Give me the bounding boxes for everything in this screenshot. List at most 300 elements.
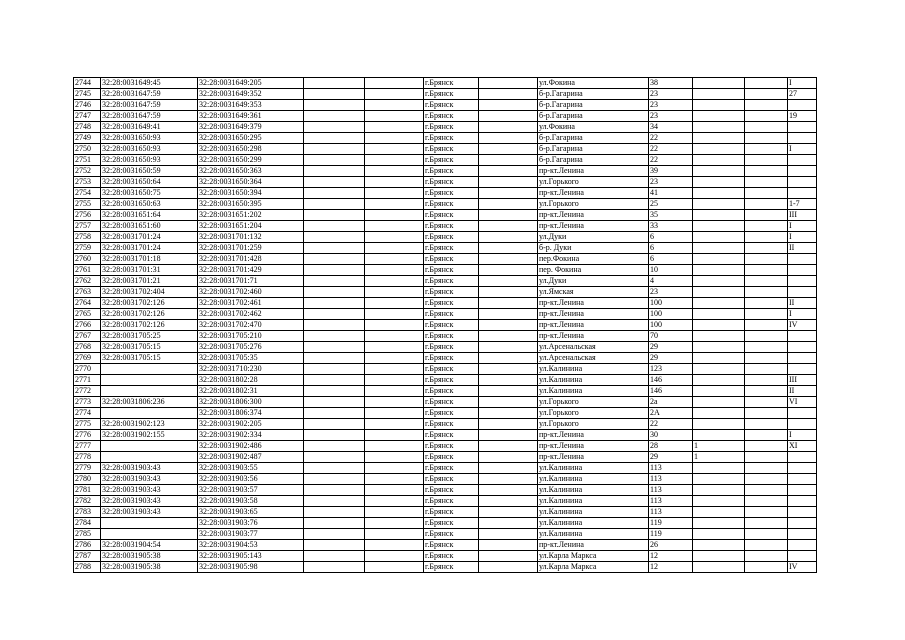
cell-empty-col-2 xyxy=(365,408,424,419)
cell-parent-cadastral-number: 32:28:0031905:38 xyxy=(101,562,198,573)
cell-cadastral-number: 32:28:0031710:230 xyxy=(198,364,304,375)
cell-house-number: 12 xyxy=(649,551,693,562)
cell-street: б-р.Гагарина xyxy=(538,100,649,111)
cell-empty-col-4 xyxy=(745,166,788,177)
cell-empty-col-1 xyxy=(304,122,365,133)
cell-street: ул.Калинина xyxy=(538,518,649,529)
cell-cadastral-number: 32:28:0031904:53 xyxy=(198,540,304,551)
cell-street: ул.Арсенальская xyxy=(538,342,649,353)
cell-building xyxy=(693,122,745,133)
cell-room xyxy=(788,122,817,133)
cell-empty-col-2 xyxy=(365,463,424,474)
cell-building xyxy=(693,540,745,551)
cell-parent-cadastral-number: 32:28:0031903:43 xyxy=(101,485,198,496)
cell-building xyxy=(693,199,745,210)
cell-empty-col-4 xyxy=(745,529,788,540)
cell-empty-col-4 xyxy=(745,408,788,419)
cell-parent-cadastral-number xyxy=(101,441,198,452)
cell-empty-col-2 xyxy=(365,122,424,133)
cell-parent-cadastral-number: 32:28:0031650:75 xyxy=(101,188,198,199)
cell-row-number: 2784 xyxy=(74,518,101,529)
table-row xyxy=(74,287,817,298)
cell-house-number: 34 xyxy=(649,122,693,133)
cell-street: б-р.Гагарина xyxy=(538,133,649,144)
cell-empty-col-3 xyxy=(479,166,538,177)
cell-parent-cadastral-number: 32:28:0031650:59 xyxy=(101,166,198,177)
cell-city: г.Брянск xyxy=(424,331,479,342)
cell-empty-col-1 xyxy=(304,221,365,232)
cell-row-number: 2748 xyxy=(74,122,101,133)
table-row xyxy=(74,155,817,166)
cell-room xyxy=(788,287,817,298)
cell-room xyxy=(788,463,817,474)
cell-city: г.Брянск xyxy=(424,298,479,309)
cell-building xyxy=(693,375,745,386)
cell-house-number: 6 xyxy=(649,254,693,265)
cell-street: ул.Ямская xyxy=(538,287,649,298)
cell-street: пер. Фокина xyxy=(538,265,649,276)
cell-empty-col-2 xyxy=(365,100,424,111)
cell-cadastral-number: 32:28:0031650:364 xyxy=(198,177,304,188)
cell-empty-col-3 xyxy=(479,177,538,188)
cell-building xyxy=(693,518,745,529)
cell-row-number: 2762 xyxy=(74,276,101,287)
cell-house-number: 23 xyxy=(649,89,693,100)
cell-empty-col-1 xyxy=(304,298,365,309)
cell-parent-cadastral-number: 32:28:0031705:15 xyxy=(101,342,198,353)
cell-empty-col-2 xyxy=(365,166,424,177)
table-row xyxy=(74,375,817,386)
cell-cadastral-number: 32:28:0031649:379 xyxy=(198,122,304,133)
cell-cadastral-number: 32:28:0031902:334 xyxy=(198,430,304,441)
cell-empty-col-3 xyxy=(479,496,538,507)
cell-room: I xyxy=(788,78,817,89)
cell-city: г.Брянск xyxy=(424,243,479,254)
cell-building xyxy=(693,419,745,430)
cell-empty-col-2 xyxy=(365,430,424,441)
cell-house-number: 23 xyxy=(649,111,693,122)
cell-empty-col-1 xyxy=(304,408,365,419)
cell-city: г.Брянск xyxy=(424,452,479,463)
table-row xyxy=(74,518,817,529)
cell-empty-col-2 xyxy=(365,188,424,199)
cell-cadastral-number: 32:28:0031705:276 xyxy=(198,342,304,353)
table-row xyxy=(74,133,817,144)
cell-empty-col-3 xyxy=(479,276,538,287)
registry-table xyxy=(73,77,817,573)
cell-empty-col-3 xyxy=(479,386,538,397)
cell-city: г.Брянск xyxy=(424,144,479,155)
cell-empty-col-3 xyxy=(479,144,538,155)
cell-row-number: 2780 xyxy=(74,474,101,485)
cell-house-number: 113 xyxy=(649,507,693,518)
cell-room xyxy=(788,155,817,166)
cell-building xyxy=(693,408,745,419)
cell-empty-col-1 xyxy=(304,210,365,221)
cell-cadastral-number: 32:28:0031806:374 xyxy=(198,408,304,419)
cell-house-number: 23 xyxy=(649,287,693,298)
table-row xyxy=(74,210,817,221)
cell-room xyxy=(788,188,817,199)
cell-street: ул.Калинина xyxy=(538,496,649,507)
cell-empty-col-1 xyxy=(304,100,365,111)
cell-room xyxy=(788,254,817,265)
cell-house-number: 29 xyxy=(649,353,693,364)
cell-row-number: 2773 xyxy=(74,397,101,408)
cell-row-number: 2760 xyxy=(74,254,101,265)
cell-house-number: 38 xyxy=(649,78,693,89)
cell-city: г.Брянск xyxy=(424,518,479,529)
cell-parent-cadastral-number: 32:28:0031905:38 xyxy=(101,551,198,562)
cell-empty-col-3 xyxy=(479,232,538,243)
table-row xyxy=(74,100,817,111)
cell-empty-col-1 xyxy=(304,166,365,177)
cell-empty-col-2 xyxy=(365,518,424,529)
cell-empty-col-3 xyxy=(479,364,538,375)
cell-empty-col-1 xyxy=(304,254,365,265)
cell-room: VI xyxy=(788,397,817,408)
cell-city: г.Брянск xyxy=(424,320,479,331)
cell-row-number: 2758 xyxy=(74,232,101,243)
cell-room xyxy=(788,133,817,144)
cell-empty-col-2 xyxy=(365,232,424,243)
cell-city: г.Брянск xyxy=(424,364,479,375)
cell-house-number: 10 xyxy=(649,265,693,276)
cell-parent-cadastral-number: 32:28:0031702:126 xyxy=(101,309,198,320)
cell-room xyxy=(788,177,817,188)
cell-city: г.Брянск xyxy=(424,474,479,485)
cell-building xyxy=(693,221,745,232)
cell-empty-col-1 xyxy=(304,320,365,331)
cell-empty-col-2 xyxy=(365,78,424,89)
cell-empty-col-2 xyxy=(365,507,424,518)
cell-empty-col-2 xyxy=(365,397,424,408)
cell-cadastral-number: 32:28:0031650:298 xyxy=(198,144,304,155)
cell-cadastral-number: 32:28:0031651:202 xyxy=(198,210,304,221)
cell-empty-col-1 xyxy=(304,199,365,210)
cell-empty-col-4 xyxy=(745,507,788,518)
cell-empty-col-2 xyxy=(365,199,424,210)
cell-empty-col-2 xyxy=(365,364,424,375)
cell-parent-cadastral-number: 32:28:0031651:64 xyxy=(101,210,198,221)
cell-empty-col-1 xyxy=(304,441,365,452)
cell-empty-col-1 xyxy=(304,562,365,573)
table-row xyxy=(74,243,817,254)
cell-empty-col-2 xyxy=(365,89,424,100)
cell-row-number: 2775 xyxy=(74,419,101,430)
cell-street: ул.Калинина xyxy=(538,474,649,485)
cell-cadastral-number: 32:28:0031702:460 xyxy=(198,287,304,298)
cell-house-number: 100 xyxy=(649,298,693,309)
cell-building xyxy=(693,155,745,166)
table-row xyxy=(74,144,817,155)
cell-city: г.Брянск xyxy=(424,166,479,177)
cell-room xyxy=(788,364,817,375)
cell-room: III xyxy=(788,210,817,221)
cell-street: пр-кт.Ленина xyxy=(538,452,649,463)
cell-building xyxy=(693,100,745,111)
cell-house-number: 23 xyxy=(649,100,693,111)
cell-empty-col-3 xyxy=(479,441,538,452)
table-row xyxy=(74,331,817,342)
cell-parent-cadastral-number xyxy=(101,518,198,529)
table-row xyxy=(74,551,817,562)
cell-empty-col-1 xyxy=(304,452,365,463)
cell-street: ул.Фокина xyxy=(538,122,649,133)
cell-empty-col-4 xyxy=(745,551,788,562)
cell-empty-col-2 xyxy=(365,155,424,166)
cell-empty-col-1 xyxy=(304,386,365,397)
cell-empty-col-2 xyxy=(365,386,424,397)
cell-city: г.Брянск xyxy=(424,89,479,100)
table-row xyxy=(74,397,817,408)
cell-empty-col-3 xyxy=(479,375,538,386)
cell-empty-col-4 xyxy=(745,419,788,430)
cell-empty-col-4 xyxy=(745,265,788,276)
cell-empty-col-4 xyxy=(745,430,788,441)
cell-house-number: 29 xyxy=(649,342,693,353)
cell-empty-col-1 xyxy=(304,507,365,518)
cell-city: г.Брянск xyxy=(424,551,479,562)
cell-room xyxy=(788,353,817,364)
cell-house-number: 2а xyxy=(649,397,693,408)
cell-cadastral-number: 32:28:0031903:56 xyxy=(198,474,304,485)
cell-building xyxy=(693,133,745,144)
cell-cadastral-number: 32:28:0031905:143 xyxy=(198,551,304,562)
cell-street: б-р. Дуки xyxy=(538,243,649,254)
cell-house-number: 119 xyxy=(649,518,693,529)
cell-building xyxy=(693,364,745,375)
cell-empty-col-3 xyxy=(479,408,538,419)
cell-empty-col-1 xyxy=(304,496,365,507)
cell-cadastral-number: 32:28:0031705:210 xyxy=(198,331,304,342)
cell-cadastral-number: 32:28:0031705:35 xyxy=(198,353,304,364)
cell-city: г.Брянск xyxy=(424,254,479,265)
cell-empty-col-4 xyxy=(745,111,788,122)
cell-row-number: 2754 xyxy=(74,188,101,199)
cell-parent-cadastral-number: 32:28:0031904:54 xyxy=(101,540,198,551)
cell-empty-col-2 xyxy=(365,540,424,551)
cell-row-number: 2757 xyxy=(74,221,101,232)
cell-street: ул.Горького xyxy=(538,408,649,419)
cell-empty-col-4 xyxy=(745,199,788,210)
cell-cadastral-number: 32:28:0031701:429 xyxy=(198,265,304,276)
cell-parent-cadastral-number: 32:28:0031701:24 xyxy=(101,243,198,254)
cell-empty-col-1 xyxy=(304,243,365,254)
table-row xyxy=(74,177,817,188)
cell-city: г.Брянск xyxy=(424,386,479,397)
cell-parent-cadastral-number xyxy=(101,452,198,463)
cell-empty-col-4 xyxy=(745,232,788,243)
cell-parent-cadastral-number: 32:28:0031701:24 xyxy=(101,232,198,243)
cell-house-number: 22 xyxy=(649,133,693,144)
cell-room: 1-7 xyxy=(788,199,817,210)
cell-empty-col-3 xyxy=(479,562,538,573)
cell-cadastral-number: 32:28:0031903:65 xyxy=(198,507,304,518)
cell-building xyxy=(693,485,745,496)
cell-room xyxy=(788,474,817,485)
cell-row-number: 2768 xyxy=(74,342,101,353)
cell-empty-col-4 xyxy=(745,78,788,89)
cell-city: г.Брянск xyxy=(424,529,479,540)
cell-city: г.Брянск xyxy=(424,122,479,133)
cell-cadastral-number: 32:28:0031702:462 xyxy=(198,309,304,320)
cell-street: пр-кт.Ленина xyxy=(538,309,649,320)
cell-empty-col-2 xyxy=(365,254,424,265)
cell-city: г.Брянск xyxy=(424,408,479,419)
cell-empty-col-3 xyxy=(479,529,538,540)
cell-empty-col-4 xyxy=(745,562,788,573)
cell-empty-col-3 xyxy=(479,243,538,254)
cell-street: б-р.Гагарина xyxy=(538,111,649,122)
cell-building xyxy=(693,529,745,540)
cell-street: пр-кт.Ленина xyxy=(538,441,649,452)
cell-empty-col-3 xyxy=(479,199,538,210)
cell-cadastral-number: 32:28:0031806:300 xyxy=(198,397,304,408)
cell-cadastral-number: 32:28:0031649:352 xyxy=(198,89,304,100)
cell-city: г.Брянск xyxy=(424,441,479,452)
table-row xyxy=(74,562,817,573)
cell-city: г.Брянск xyxy=(424,232,479,243)
cell-row-number: 2755 xyxy=(74,199,101,210)
table-row xyxy=(74,298,817,309)
cell-room xyxy=(788,419,817,430)
cell-row-number: 2750 xyxy=(74,144,101,155)
cell-parent-cadastral-number: 32:28:0031649:45 xyxy=(101,78,198,89)
table-row xyxy=(74,364,817,375)
table-row xyxy=(74,122,817,133)
cell-parent-cadastral-number xyxy=(101,375,198,386)
cell-cadastral-number: 32:28:0031650:299 xyxy=(198,155,304,166)
cell-empty-col-2 xyxy=(365,177,424,188)
cell-empty-col-1 xyxy=(304,529,365,540)
cell-room xyxy=(788,507,817,518)
cell-empty-col-2 xyxy=(365,221,424,232)
cell-empty-col-1 xyxy=(304,342,365,353)
cell-empty-col-4 xyxy=(745,276,788,287)
cell-city: г.Брянск xyxy=(424,540,479,551)
cell-empty-col-2 xyxy=(365,276,424,287)
cell-row-number: 2765 xyxy=(74,309,101,320)
cell-row-number: 2745 xyxy=(74,89,101,100)
cell-building xyxy=(693,507,745,518)
cell-cadastral-number: 32:28:0031903:57 xyxy=(198,485,304,496)
table-row xyxy=(74,540,817,551)
cell-parent-cadastral-number xyxy=(101,386,198,397)
cell-row-number: 2766 xyxy=(74,320,101,331)
cell-empty-col-1 xyxy=(304,518,365,529)
cell-street: пр-кт.Ленина xyxy=(538,188,649,199)
cell-empty-col-2 xyxy=(365,111,424,122)
cell-parent-cadastral-number: 32:28:0031650:93 xyxy=(101,144,198,155)
cell-parent-cadastral-number: 32:28:0031650:64 xyxy=(101,177,198,188)
cell-row-number: 2783 xyxy=(74,507,101,518)
cell-room: I xyxy=(788,232,817,243)
cell-street: ул.Калинина xyxy=(538,463,649,474)
cell-row-number: 2771 xyxy=(74,375,101,386)
cell-house-number: 29 xyxy=(649,452,693,463)
cell-row-number: 2759 xyxy=(74,243,101,254)
cell-empty-col-1 xyxy=(304,419,365,430)
cell-row-number: 2747 xyxy=(74,111,101,122)
cell-parent-cadastral-number: 32:28:0031702:126 xyxy=(101,320,198,331)
cell-empty-col-4 xyxy=(745,155,788,166)
cell-street: ул.Фокина xyxy=(538,78,649,89)
cell-empty-col-4 xyxy=(745,144,788,155)
cell-street: ул.Калинина xyxy=(538,364,649,375)
cell-cadastral-number: 32:28:0031903:77 xyxy=(198,529,304,540)
cell-street: ул.Горького xyxy=(538,419,649,430)
cell-street: пр-кт.Ленина xyxy=(538,430,649,441)
cell-empty-col-1 xyxy=(304,111,365,122)
cell-house-number: 41 xyxy=(649,188,693,199)
cell-empty-col-3 xyxy=(479,331,538,342)
cell-house-number: 23 xyxy=(649,177,693,188)
cell-street: ул.Горького xyxy=(538,199,649,210)
cell-street: ул.Дуки xyxy=(538,276,649,287)
cell-row-number: 2763 xyxy=(74,287,101,298)
cell-parent-cadastral-number: 32:28:0031702:126 xyxy=(101,298,198,309)
cell-empty-col-4 xyxy=(745,540,788,551)
cell-street: пр-кт.Ленина xyxy=(538,320,649,331)
cell-empty-col-4 xyxy=(745,441,788,452)
cell-parent-cadastral-number: 32:28:0031702:404 xyxy=(101,287,198,298)
cell-parent-cadastral-number: 32:28:0031902:123 xyxy=(101,419,198,430)
cell-house-number: 119 xyxy=(649,529,693,540)
cell-room xyxy=(788,551,817,562)
cell-building xyxy=(693,276,745,287)
cell-building xyxy=(693,430,745,441)
cell-row-number: 2776 xyxy=(74,430,101,441)
cell-empty-col-3 xyxy=(479,353,538,364)
cell-house-number: 28 xyxy=(649,441,693,452)
cell-building xyxy=(693,342,745,353)
cell-row-number: 2770 xyxy=(74,364,101,375)
cell-room: IV xyxy=(788,562,817,573)
cell-empty-col-3 xyxy=(479,298,538,309)
cell-row-number: 2785 xyxy=(74,529,101,540)
cell-empty-col-2 xyxy=(365,287,424,298)
cell-parent-cadastral-number: 32:28:0031650:93 xyxy=(101,155,198,166)
cell-house-number: 100 xyxy=(649,320,693,331)
cell-street: ул.Горького xyxy=(538,177,649,188)
table-row xyxy=(74,320,817,331)
cell-row-number: 2772 xyxy=(74,386,101,397)
cell-empty-col-4 xyxy=(745,397,788,408)
cell-empty-col-3 xyxy=(479,309,538,320)
cell-parent-cadastral-number: 32:28:0031903:43 xyxy=(101,496,198,507)
cell-empty-col-3 xyxy=(479,254,538,265)
cell-room xyxy=(788,452,817,463)
cell-room xyxy=(788,265,817,276)
cell-cadastral-number: 32:28:0031649:205 xyxy=(198,78,304,89)
cell-street: ул.Горького xyxy=(538,397,649,408)
cell-empty-col-3 xyxy=(479,430,538,441)
cell-parent-cadastral-number: 32:28:0031649:41 xyxy=(101,122,198,133)
cell-empty-col-3 xyxy=(479,507,538,518)
cell-empty-col-4 xyxy=(745,89,788,100)
table-row xyxy=(74,507,817,518)
cell-parent-cadastral-number xyxy=(101,364,198,375)
cell-street: пр-кт.Ленина xyxy=(538,221,649,232)
cell-cadastral-number: 32:28:0031649:361 xyxy=(198,111,304,122)
cell-building xyxy=(693,111,745,122)
cell-building xyxy=(693,166,745,177)
cell-parent-cadastral-number: 32:28:0031705:25 xyxy=(101,331,198,342)
cell-parent-cadastral-number: 32:28:0031701:18 xyxy=(101,254,198,265)
cell-empty-col-4 xyxy=(745,375,788,386)
cell-row-number: 2786 xyxy=(74,540,101,551)
